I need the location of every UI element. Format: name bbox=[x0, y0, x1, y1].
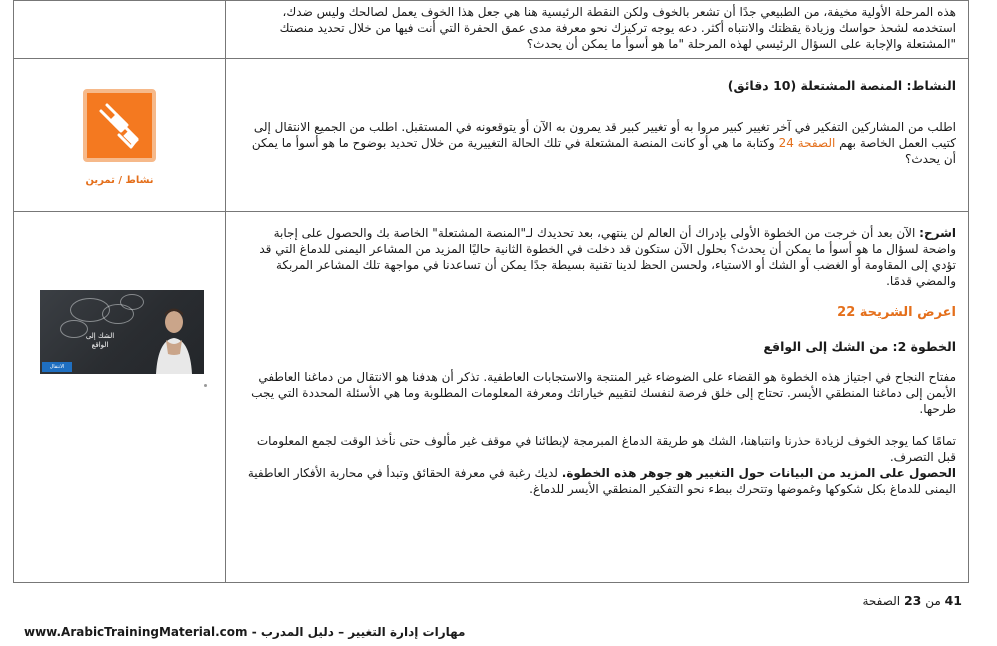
slide-label: اعرض الشريحة 22 bbox=[837, 305, 956, 321]
slide-thumb-cell bbox=[14, 212, 226, 583]
activity-title: النشاط: المنصة المشتعلة (10 دقائق) bbox=[727, 78, 956, 94]
step-title: الخطوة 2: من الشك إلى الواقع bbox=[763, 339, 956, 355]
footer bbox=[24, 625, 465, 639]
slide-thumbnail bbox=[40, 290, 204, 374]
activity-text-cell bbox=[226, 59, 969, 212]
slide-heading: الشك إلى الواقع bbox=[85, 332, 115, 350]
pointing-hand-icon bbox=[83, 89, 156, 162]
intro-line-1: هذه المرحلة الأولية مخيفة، من الطبيعي جدًا أن تشعر بالخوف ولكن النقطة الرئيسية هنا هي جعل هذا الخوف يعمل لصالحك وليس ضدك، bbox=[282, 5, 956, 19]
footer-text: - مهارات إدارة التغيير – دليل المدرب bbox=[247, 625, 466, 639]
page-total: 23 bbox=[903, 593, 922, 608]
step-paragraph-3-bold: الحصول على المزيد من البيانات حول التغيير هو جوهر هذه الخطوة. bbox=[561, 466, 956, 481]
step-paragraph-3-rest: لديك رغبة في معرفة الحقائق وتبدأ في محاربة الأفكار العاطفية اليمنى للدماغ بكل شكوكها وغموضها وتتحرك ببطء نحو التفكير المنطقي الأيسر للدماغ. bbox=[247, 466, 956, 497]
activity-caption: نشاط / تمرين bbox=[85, 175, 154, 187]
explain-label: اشرح: bbox=[919, 226, 956, 241]
page-counter bbox=[862, 593, 962, 608]
intro-line-2: استخدمه لشحذ حواسك وزيادة يقظتك والانتباه أكثر. دعه يوجه تركيزك نحو معرفة مدى عمق الحفرة التي أنت فيها من خلال تحديد منصتك bbox=[279, 21, 956, 35]
page-word: الصفحة bbox=[862, 594, 901, 608]
slide-dot bbox=[204, 384, 207, 387]
page-of: من bbox=[925, 594, 941, 608]
explain-text-cell bbox=[226, 212, 969, 583]
activity-icon-cell bbox=[14, 59, 226, 212]
person-image bbox=[152, 304, 196, 374]
content-table bbox=[13, 0, 969, 583]
activity-body bbox=[238, 119, 956, 167]
media-cell-empty bbox=[14, 1, 226, 59]
page-current: 41 bbox=[944, 593, 962, 608]
footer-url[interactable]: www.ArabicTrainingMaterial.com bbox=[24, 625, 248, 639]
slide-button: الانتقال bbox=[42, 362, 72, 372]
intro-text-cell bbox=[226, 1, 969, 59]
intro-line-3: "المشتعلة والإجابة على السؤال الرئيسي لهذه المرحلة "ما هو أسوأ ما يمكن أن يحدث؟ bbox=[526, 37, 956, 51]
step-paragraph-3 bbox=[238, 465, 956, 497]
step-paragraph-2: تمامًا كما يوجد الخوف لزيادة حذرنا وانتباهنا، الشك هو طريقة الدماغ المبرمجة لإبطائنا في موقف غير مألوف حتى نأخذ الوقت لجمع المعلومات قبل التصرف. bbox=[256, 434, 956, 465]
activity-body-text: اطلب من المشاركين التفكير في آخر تغيير كبير مروا به أو تغيير كبير قد يمرون به الآن أو يتوقعونه في المستقبل. اطلب من الجميع الانتقال إلى كتيب العمل الخاصة بهم bbox=[253, 120, 956, 151]
workbook-page-link[interactable]: الصفحة 24 bbox=[778, 136, 836, 151]
explain-text: الآن بعد أن خرجت من الخطوة الأولى بإدراك أن العالم لن ينتهي، بعد تحديدك لـ"المنصة المشتعلة" الخاصة بك والحصول على إجابة واضحة لسؤال ما هو أسوأ ما يمكن أن يحدث؟ بحلول الآن ستكون قد دخلت في الخطوة الثانية حاليًا المزيد من المشاعر اليمنى للدماغ التي قد تؤدي إلى المقاومة أو الغضب أو الشك أو الاستياء، ولحسن الحظ لدينا تقنية بسيطة جدًا يمكن أن تساعدنا في مواجهة تلك المشاعر المربكة والمضي قدمًا. bbox=[259, 226, 956, 289]
explain-paragraph bbox=[238, 225, 956, 289]
activity-body-text-2: وكتابة ما هي أو كانت المنصة المشتعلة في تلك الحالة التغييرية من خلال تحديد بوضوح ما هو أسوأ ما يمكن أن يحدث؟ bbox=[251, 136, 956, 167]
step-paragraph-1: مفتاح النجاح في اجتياز هذه الخطوة هو القضاء على الضوضاء غير المنتجة والاستجابات العاطفية. تذكر أن هدفنا هو الانتقال من دماغنا العاطفي الأيمن إلى دماغنا المنطقي الأيسر. تحتاج إلى خلق فرصة لنفسك لتقييم خياراتك ومعرفة المعلومات المطلوبة وما هي الأسئلة المحددة التي يجب طرحها. bbox=[251, 370, 956, 417]
